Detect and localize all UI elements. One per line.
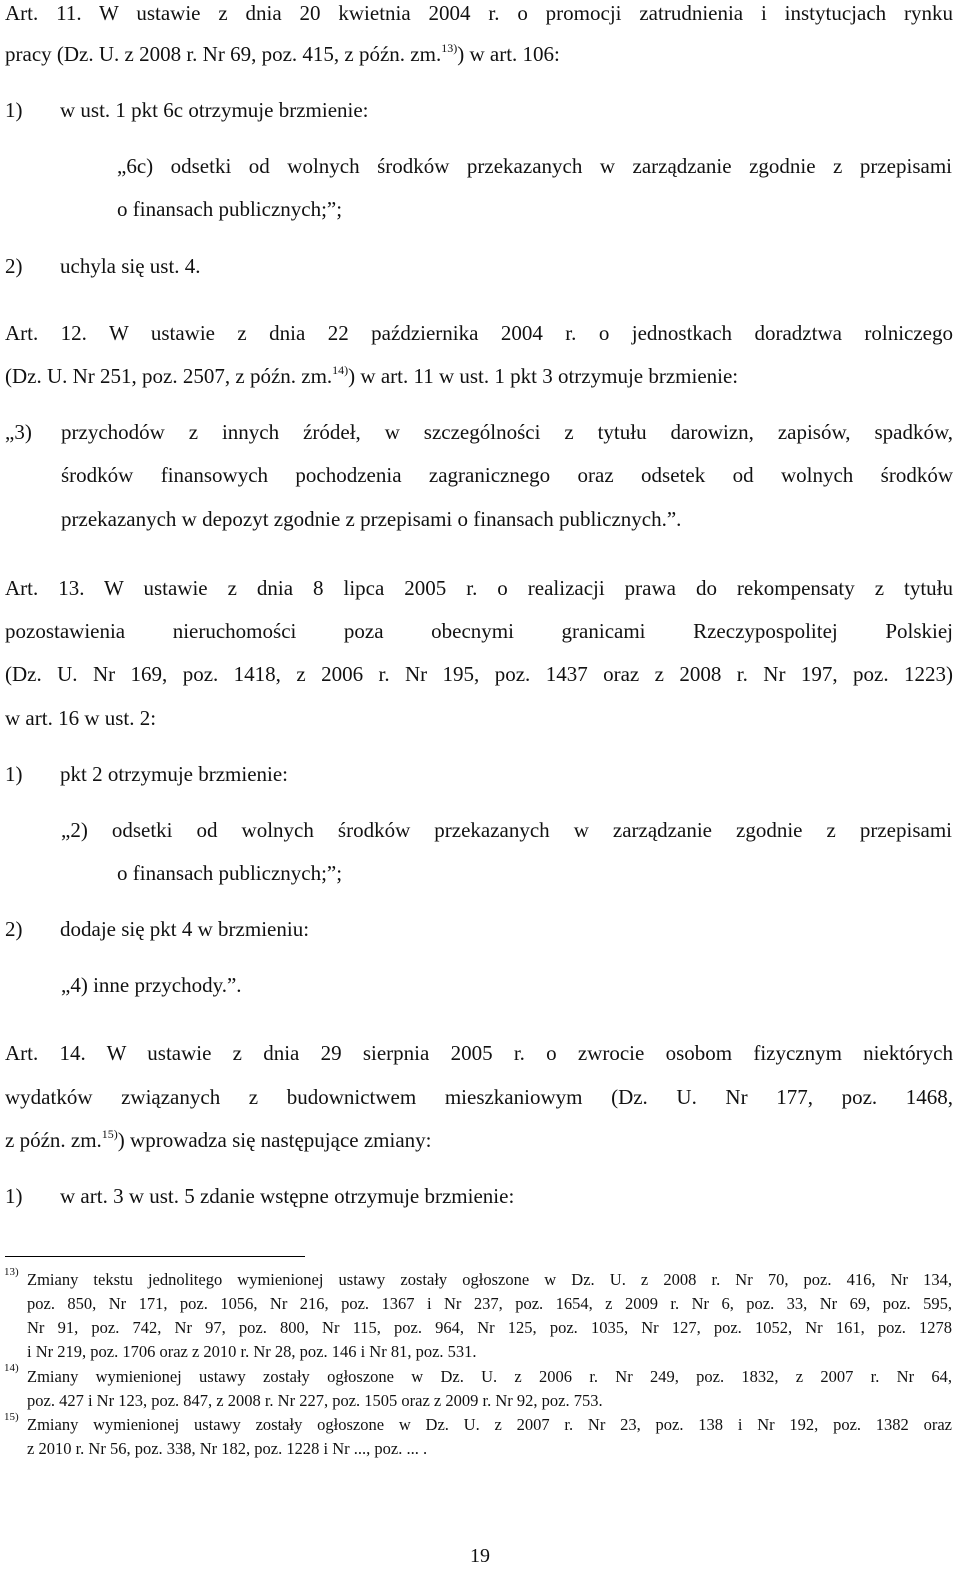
quoted-text: o finansach publicznych;”; (117, 861, 343, 885)
list-item: pkt 2 otrzymuje brzmienie: (60, 762, 289, 786)
article-heading: Art. 13. W ustawie z dnia 8 lipca 2005 r. o realizacji prawa do rekompensaty z tytułu (5, 576, 953, 600)
list-item: dodaje się pkt 4 w brzmieniu: (60, 917, 310, 941)
text: z późn. zm. (5, 1128, 102, 1152)
body-line: w art. 16 w ust. 2: (5, 706, 157, 730)
footnote-line: Zmiany wymienionej ustawy zostały ogłoszone w Dz. U. z 2007 r. Nr 23, poz. 138 i Nr 192, poz. 1382 oraz (27, 1415, 952, 1434)
list-number: 1) (5, 762, 23, 786)
quoted-text: „2) odsetki od wolnych środków przekazanych w zarządzanie zgodnie z przepisami (61, 818, 952, 842)
body-line: pozostawienia nieruchomości poza obecnymi granicami Rzeczypospolitej Polskiej (5, 619, 953, 643)
quoted-text: o finansach publicznych;”; (117, 197, 343, 221)
footnote-line: i Nr 219, poz. 1706 oraz z 2010 r. Nr 28, poz. 146 i Nr 81, poz. 531. (27, 1342, 477, 1361)
footnote-mark: 15) (4, 1411, 19, 1423)
list-item: uchyla się ust. 4. (60, 254, 201, 278)
footnote-line: poz. 850, Nr 171, poz. 1056, Nr 216, poz. 1367 i Nr 237, poz. 1654, z 2009 r. Nr 6, poz. 33, Nr 69, poz. 595, (27, 1294, 952, 1313)
footnote-line: Zmiany tekstu jednolitego wymienionej ustawy zostały ogłoszone w Dz. U. z 2008 r. Nr 70, poz. 416, Nr 134, (27, 1270, 952, 1289)
footnote-line: Nr 91, poz. 742, Nr 97, poz. 800, Nr 115, poz. 964, Nr 125, poz. 1035, Nr 127, poz. 1052, Nr 161, poz. 1278 (27, 1318, 952, 1337)
footnote-line: poz. 427 i Nr 123, poz. 847, z 2008 r. Nr 227, poz. 1505 oraz z 2009 r. Nr 92, poz. 753. (27, 1391, 603, 1410)
text: pracy (Dz. U. z 2008 r. Nr 69, poz. 415, z późn. zm. (5, 42, 442, 66)
list-item: w ust. 1 pkt 6c otrzymuje brzmienie: (60, 98, 369, 122)
body-line (5, 1127, 432, 1156)
quoted-text: „4) inne przychody.”. (61, 973, 242, 997)
body-line (5, 41, 560, 70)
body-line (5, 363, 738, 392)
footnote-mark: 14) (4, 1362, 19, 1374)
text: ) w art. 11 w ust. 1 pkt 3 otrzymuje brzmienie: (348, 364, 739, 388)
footnote-ref: 14) (332, 363, 349, 377)
list-number: 2) (5, 917, 23, 941)
list-number: „3) (5, 420, 32, 444)
quoted-text: „6c) odsetki od wolnych środków przekazanych w zarządzanie zgodnie z przepisami (117, 154, 952, 178)
quoted-text: środków finansowych pochodzenia zagranicznego oraz odsetek od wolnych środków (61, 463, 953, 487)
list-number: 2) (5, 254, 23, 278)
text: ) wprowadza się następujące zmiany: (117, 1128, 432, 1152)
list-item: w art. 3 w ust. 5 zdanie wstępne otrzymuje brzmienie: (60, 1184, 515, 1208)
text: ) w art. 106: (457, 42, 560, 66)
footnote-ref: 13) (441, 41, 458, 55)
footnote-divider (5, 1256, 305, 1257)
footnote-line: Zmiany wymienionej ustawy zostały ogłoszone w Dz. U. z 2006 r. Nr 249, poz. 1832, z 2007 r. Nr 64, (27, 1367, 952, 1386)
list-number: 1) (5, 1184, 23, 1208)
page-number: 19 (470, 1545, 490, 1567)
quoted-text: przychodów z innych źródeł, w szczególności z tytułu darowizn, zapisów, spadków, (61, 420, 953, 444)
article-heading: Art. 14. W ustawie z dnia 29 sierpnia 2005 r. o zwrocie osobom fizycznym niektórych (5, 1041, 953, 1065)
footnote-mark: 13) (4, 1266, 19, 1278)
quoted-text: przekazanych w depozyt zgodnie z przepisami o finansach publicznych.”. (61, 507, 682, 531)
body-line: wydatków związanych z budownictwem mieszkaniowym (Dz. U. Nr 177, poz. 1468, (5, 1085, 953, 1109)
article-heading: Art. 12. W ustawie z dnia 22 października 2004 r. o jednostkach doradztwa rolniczego (5, 321, 953, 345)
list-number: 1) (5, 98, 23, 122)
footnote-ref: 15) (101, 1127, 118, 1141)
footnote-line: z 2010 r. Nr 56, poz. 338, Nr 182, poz. 1228 i Nr ..., poz. ... . (27, 1439, 428, 1458)
body-line: Art. 11. W ustawie z dnia 20 kwietnia 2004 r. o promocji zatrudnienia i instytucjach rynku (5, 1, 953, 25)
body-line: (Dz. U. Nr 169, poz. 1418, z 2006 r. Nr 195, poz. 1437 oraz z 2008 r. Nr 197, poz. 1223) (5, 662, 953, 686)
text: (Dz. U. Nr 251, poz. 2507, z późn. zm. (5, 364, 333, 388)
